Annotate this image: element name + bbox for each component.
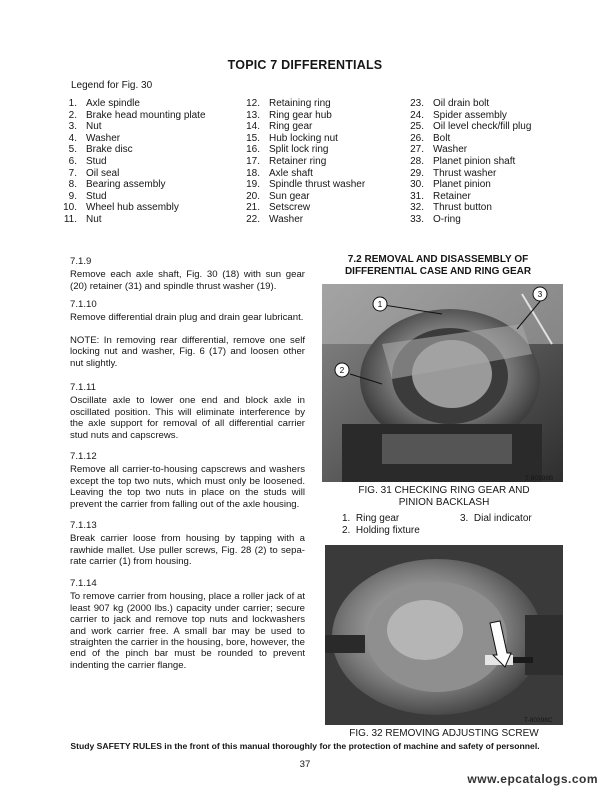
legend-item: 23. Oil drain bolt [410, 98, 490, 109]
page-title: TOPIC 7 DIFFERENTIALS [227, 58, 383, 72]
legend-item: 16. Split lock ring [246, 144, 329, 156]
fig31-photo [322, 284, 563, 482]
legend-item: 14. Ring gear [246, 121, 313, 133]
legend-item: 1. Axle spindle [68, 98, 140, 109]
legend-item: 26. Bolt [410, 132, 451, 144]
section-number: 7.1.14 [70, 578, 97, 589]
legend-item: 31. Retainer [410, 190, 471, 202]
legend-item: 10. Wheel hub assembly [63, 202, 179, 214]
fig32-photo [325, 545, 563, 725]
legend-item: 5. Brake disc [68, 144, 133, 156]
legend-item: 17. Retainer ring [246, 155, 327, 167]
fig32-tag: T-80398C [524, 717, 553, 724]
fig31-legend-item: 3. Dial indicator [460, 513, 532, 524]
legend-item: 20. Sun gear [246, 190, 310, 202]
safety-notice: Study SAFETY RULES in the front of this manual thoroughly for the protection of machine and safety of personnel. [70, 741, 540, 751]
adjusting-screw-photo-illustration [325, 545, 563, 725]
section-number: 7.1.13 [70, 520, 97, 531]
legend-column-2 [238, 98, 365, 226]
legend-item: 4. Washer [68, 132, 121, 144]
legend-column-3 [402, 98, 531, 226]
legend-column-1 [55, 98, 206, 226]
legend-item: 7. Oil seal [68, 167, 120, 179]
legend-item: 25. Oil level check/fill plug [410, 121, 532, 133]
legend-item: 29. Thrust washer [410, 167, 497, 179]
legend-item: 22. Washer [246, 213, 304, 225]
legend-item: 19. Spindle thrust washer [246, 179, 366, 191]
section-body: Remove differential drain plug and drain gear lubricant. [70, 312, 304, 324]
fig32-caption: FIG. 32 REMOVING ADJUSTING SCREW [349, 728, 539, 739]
ring-gear-photo-illustration [322, 284, 563, 482]
legend-item: 21. Setscrew [246, 202, 311, 214]
note-paragraph [70, 335, 305, 369]
section-7-1-13 [70, 520, 305, 568]
section-7-2-title: 7.2 REMOVAL AND DISASSEMBLY OF DIFFERENTIAL CASE AND RING GEAR [344, 254, 532, 277]
section-7-1-10 [70, 299, 305, 324]
legend-item: 18. Axle shaft [246, 167, 313, 179]
callout-1-label: 1 [377, 300, 383, 309]
legend-item: 13. Ring gear hub [246, 109, 332, 121]
section-7-1-12 [70, 451, 305, 510]
legend-item: 30. Planet pinion [410, 179, 491, 191]
section-body: To remove carrier from housing, place a roller jack of at least 907 kg (2000 lbs.) capacity under carrier; secure carrier to jack and remove top nuts and lockwashers and work carrier free. A small bar may be used to straighten the carrier in the housing, bore, however, the end of the pinch bar must be rounded to prevent indenting the carrier flange. [70, 591, 305, 671]
legend-item: 12. Retaining ring [246, 98, 331, 109]
fig31-legend-item: 2. Holding fixture [342, 525, 420, 536]
fig31-caption: FIG. 31 CHECKING RING GEAR AND PINION BACKLASH [358, 485, 530, 508]
section-body: Break carrier loose from housing by tapping with a rawhide mallet. Use puller screws, Fig. 28 (2) to sepa-rate carrier (1) from housing. [70, 533, 305, 568]
legend-item: 8. Bearing assembly [68, 179, 166, 191]
legend-item: 11. Nut [63, 213, 102, 225]
section-7-1-14 [70, 578, 305, 671]
fig31-tag: T-80398B [525, 475, 554, 482]
section-body: Oscillate axle to lower one end and block axle in oscillated position. This will eliminate interference by the axle support for removal of all differential carrier stud nuts and capscrews. [70, 395, 305, 441]
legend-item: 27. Washer [410, 144, 468, 156]
legend-item: 2. Brake head mounting plate [68, 109, 206, 121]
legend-item: 9. Stud [68, 190, 107, 202]
section-number: 7.1.11 [70, 382, 96, 393]
legend-item: 24. Spider assembly [410, 109, 507, 121]
section-body: Remove all carrier-to-housing capscrews and washers except the top two nuts, which must only be loosened. Leaving the top two nuts in place on the studs will prevent the carrier from falling out of the axle housing. [70, 464, 305, 510]
section-body: Remove each axle shaft, Fig. 30 (18) with sun gear (20) retainer (31) and spindle thrust washer (19). [70, 269, 305, 292]
legend-item: 3. Nut [68, 121, 102, 133]
section-7-1-9 [70, 256, 305, 292]
note-body: NOTE: In removing rear differential, remove one self locking nut and washer, Fig. 6 (17) and loosen other nut slightly. [70, 335, 305, 369]
watermark: www.epcatalogs.com [467, 772, 598, 786]
callout-2-label: 2 [339, 366, 345, 375]
legend-item: 33. O-ring [410, 213, 461, 225]
section-number: 7.1.9 [70, 256, 92, 267]
legend-item: 32. Thrust button [410, 202, 492, 214]
section-number: 7.1.12 [70, 451, 97, 462]
legend-item: 15. Hub locking nut [246, 132, 338, 144]
callout-3-label: 3 [537, 290, 543, 299]
section-number: 7.1.10 [70, 299, 97, 310]
page-number: 37 [299, 759, 311, 770]
legend-item: 28. Planet pinion shaft [410, 155, 516, 167]
fig31-legend-item: 1. Ring gear [342, 513, 400, 524]
legend-title: Legend for Fig. 30 [71, 80, 153, 91]
section-7-1-11 [70, 382, 305, 441]
legend-item: 6. Stud [68, 155, 107, 167]
